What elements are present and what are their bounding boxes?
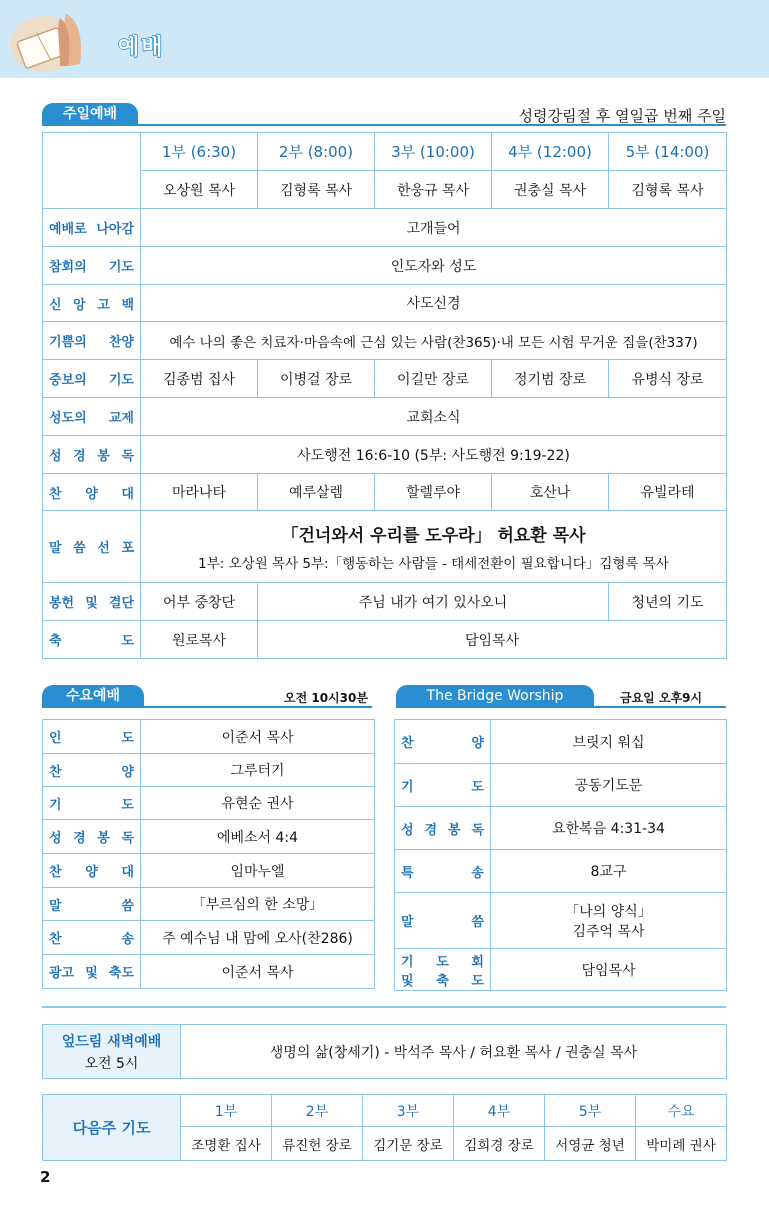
bridge-row xyxy=(395,949,727,991)
row-value: 요한복음 4:31-34 xyxy=(491,807,727,850)
next-prayer-name: 조명환 집사 xyxy=(181,1127,272,1161)
row-value: 인도자와 성도 xyxy=(141,247,727,285)
row-value: 임마누엘 xyxy=(141,854,375,888)
dawn-label-cell xyxy=(43,1025,181,1079)
row-value: 공동기도문 xyxy=(491,764,727,807)
row-label: 중보의 기도 xyxy=(43,360,141,398)
choir-name: 마라나타 xyxy=(141,474,258,511)
row-label: 축 도 xyxy=(43,621,141,659)
row-label: 성 경 봉 독 xyxy=(43,436,141,474)
wed-row xyxy=(43,888,375,921)
approach-row xyxy=(43,209,727,247)
joy-hymn-row xyxy=(43,322,727,360)
row-label xyxy=(395,949,491,991)
choir-row xyxy=(43,474,727,511)
service-time: 5부 (14:00) xyxy=(609,133,727,171)
service-pastor: 김형록 목사 xyxy=(609,171,727,209)
intercession-name: 김종범 집사 xyxy=(141,360,258,398)
wed-row xyxy=(43,854,375,888)
wed-row xyxy=(43,820,375,854)
row-label: 말 씀 xyxy=(43,888,141,921)
intercession-name: 이길만 장로 xyxy=(375,360,492,398)
fellowship-row xyxy=(43,398,727,436)
offering-row xyxy=(43,583,727,621)
choir-name: 유빌라테 xyxy=(609,474,727,511)
row-value: 주 예수님 내 맘에 오사(찬286) xyxy=(141,921,375,955)
row-label: 말 씀 xyxy=(395,893,491,949)
wed-row xyxy=(43,955,375,989)
row-value: 이준서 목사 xyxy=(141,720,375,754)
intercession-name: 유병식 장로 xyxy=(609,360,727,398)
benediction-value: 담임목사 xyxy=(258,621,727,659)
service-pastor: 오상원 목사 xyxy=(141,171,258,209)
repentance-row xyxy=(43,247,727,285)
sunday-subtitle: 성령강림절 후 열일곱 번째 주일 xyxy=(518,107,726,125)
next-prayer-header: 수요 xyxy=(636,1095,727,1127)
row-value: 브릿지 워십 xyxy=(491,720,727,764)
row-value: 그루터기 xyxy=(141,754,375,787)
next-prayer-name: 류진헌 장로 xyxy=(272,1127,363,1161)
scripture-row xyxy=(43,436,727,474)
offering-value: 주님 내가 여기 있사오니 xyxy=(258,583,609,621)
dawn-worship-table xyxy=(42,1024,727,1079)
row-label: 광고 및 축도 xyxy=(43,955,141,989)
row-label: 찬 송 xyxy=(43,921,141,955)
bridge-row xyxy=(395,893,727,949)
page-title: 예배 xyxy=(118,35,165,60)
intercession-row xyxy=(43,360,727,398)
row-label: 봉헌 및 결단 xyxy=(43,583,141,621)
wed-row xyxy=(43,754,375,787)
next-prayer-header: 3부 xyxy=(363,1095,454,1127)
service-time: 1부 (6:30) xyxy=(141,133,258,171)
service-pastor: 권충실 목사 xyxy=(492,171,609,209)
row-label: 말 씀 선 포 xyxy=(43,511,141,583)
row-value: 사도행전 16:6-10 (5부: 사도행전 9:19-22) xyxy=(141,436,727,474)
intercession-name: 정기범 장로 xyxy=(492,360,609,398)
row-value: 유현순 권사 xyxy=(141,787,375,820)
next-prayer-label: 다음주 기도 xyxy=(43,1095,181,1161)
row-value: 예수 나의 좋은 치료자·마음속에 근심 있는 사람(찬365)·내 모든 시험 무거운 짐을(찬337) xyxy=(141,322,727,360)
next-prayer-header-row xyxy=(43,1095,727,1127)
row-value: 에베소서 4:4 xyxy=(141,820,375,854)
row-label: 예배로 나아감 xyxy=(43,209,141,247)
row-label: 인 도 xyxy=(43,720,141,754)
row-value xyxy=(491,893,727,949)
page-number: 2 xyxy=(40,1168,51,1186)
next-prayer-header: 4부 xyxy=(454,1095,545,1127)
row-label: 기 도 xyxy=(395,764,491,807)
dawn-value: 생명의 삶(창세기) - 박석주 목사 / 허요환 목사 / 권충실 목사 xyxy=(181,1025,727,1079)
row-label: 성 경 봉 독 xyxy=(43,820,141,854)
service-times-row xyxy=(43,133,727,171)
row-label: 기쁨의 찬양 xyxy=(43,322,141,360)
creed-row xyxy=(43,285,727,322)
bridge-worship-tab: The Bridge Worship xyxy=(396,685,594,707)
wed-row xyxy=(43,720,375,754)
service-pastor: 김형록 목사 xyxy=(258,171,375,209)
next-prayer-header: 2부 xyxy=(272,1095,363,1127)
sermon-row xyxy=(43,511,727,583)
bridge-row xyxy=(395,764,727,807)
bridge-row xyxy=(395,720,727,764)
row-label: 성 경 봉 독 xyxy=(395,807,491,850)
row-label-line: 기 도 회 xyxy=(401,954,484,970)
next-prayer-header: 1부 xyxy=(181,1095,272,1127)
wednesday-underline xyxy=(42,706,372,708)
row-label: 참회의 기도 xyxy=(43,247,141,285)
bridge-worship-table xyxy=(394,719,727,991)
service-time: 4부 (12:00) xyxy=(492,133,609,171)
row-label: 찬 양 대 xyxy=(43,474,141,511)
dawn-row xyxy=(43,1025,727,1079)
sermon-title: 「건너와서 우리를 도우라」 허요환 목사 xyxy=(281,526,586,546)
next-prayer-name: 김희경 장로 xyxy=(454,1127,545,1161)
page-header xyxy=(0,0,769,78)
praying-hands-bible-icon xyxy=(6,4,96,74)
next-prayer-header: 5부 xyxy=(545,1095,636,1127)
row-value: 이준서 목사 xyxy=(141,955,375,989)
service-time: 3부 (10:00) xyxy=(375,133,492,171)
dawn-time: 오전 5시 xyxy=(84,1055,139,1072)
row-value: 교회소식 xyxy=(141,398,727,436)
row-label: 기 도 xyxy=(43,787,141,820)
sunday-worship-tab: 주일예배 xyxy=(42,103,138,125)
row-label: 신 앙 고 백 xyxy=(43,285,141,322)
sermon-title: 「나의 양식」 xyxy=(565,903,652,920)
row-value: 8교구 xyxy=(491,850,727,893)
sermon-preacher: 김주억 목사 xyxy=(572,923,645,940)
offering-value: 어부 중창단 xyxy=(141,583,258,621)
benediction-row xyxy=(43,621,727,659)
row-value: 고개들어 xyxy=(141,209,727,247)
service-pastors-row xyxy=(43,171,727,209)
row-label: 찬 양 xyxy=(43,754,141,787)
bridge-time: 금요일 오후9시 xyxy=(620,691,703,705)
wednesday-worship-table xyxy=(42,719,375,989)
sermon-cell xyxy=(141,511,727,583)
next-prayer-name: 김기문 장로 xyxy=(363,1127,454,1161)
section-divider xyxy=(42,1006,726,1008)
row-label-line: 및 축 도 xyxy=(401,973,484,989)
empty-corner-cell xyxy=(43,133,141,209)
row-label: 찬 양 xyxy=(395,720,491,764)
intercession-name: 이병걸 장로 xyxy=(258,360,375,398)
bridge-underline xyxy=(396,706,726,708)
next-prayer-table xyxy=(42,1094,727,1161)
choir-name: 할렐루야 xyxy=(375,474,492,511)
next-prayer-name: 박미례 권사 xyxy=(636,1127,727,1161)
choir-name: 호산나 xyxy=(492,474,609,511)
next-prayer-name: 서영균 청년 xyxy=(545,1127,636,1161)
benediction-value: 원로목사 xyxy=(141,621,258,659)
wed-row xyxy=(43,921,375,955)
row-label: 찬 양 대 xyxy=(43,854,141,888)
row-label: 성도의 교제 xyxy=(43,398,141,436)
service-time: 2부 (8:00) xyxy=(258,133,375,171)
service-pastor: 한웅규 목사 xyxy=(375,171,492,209)
wednesday-worship-tab: 수요예배 xyxy=(42,685,144,707)
offering-value: 청년의 기도 xyxy=(609,583,727,621)
wednesday-time: 오전 10시30분 xyxy=(284,691,368,705)
row-value: 담임목사 xyxy=(491,949,727,991)
wed-row xyxy=(43,787,375,820)
choir-name: 예루살렘 xyxy=(258,474,375,511)
sunday-worship-table xyxy=(42,132,727,659)
dawn-label: 엎드림 새벽예배 xyxy=(61,1033,162,1050)
sermon-subtitle: 1부: 오상원 목사 5부:「행동하는 사람들 - 태세전환이 필요합니다」김형록 목사 xyxy=(198,556,669,572)
row-value: 사도신경 xyxy=(141,285,727,322)
row-label: 특 송 xyxy=(395,850,491,893)
bridge-row xyxy=(395,850,727,893)
bridge-row xyxy=(395,807,727,850)
row-value: 「부르심의 한 소망」 xyxy=(141,888,375,921)
